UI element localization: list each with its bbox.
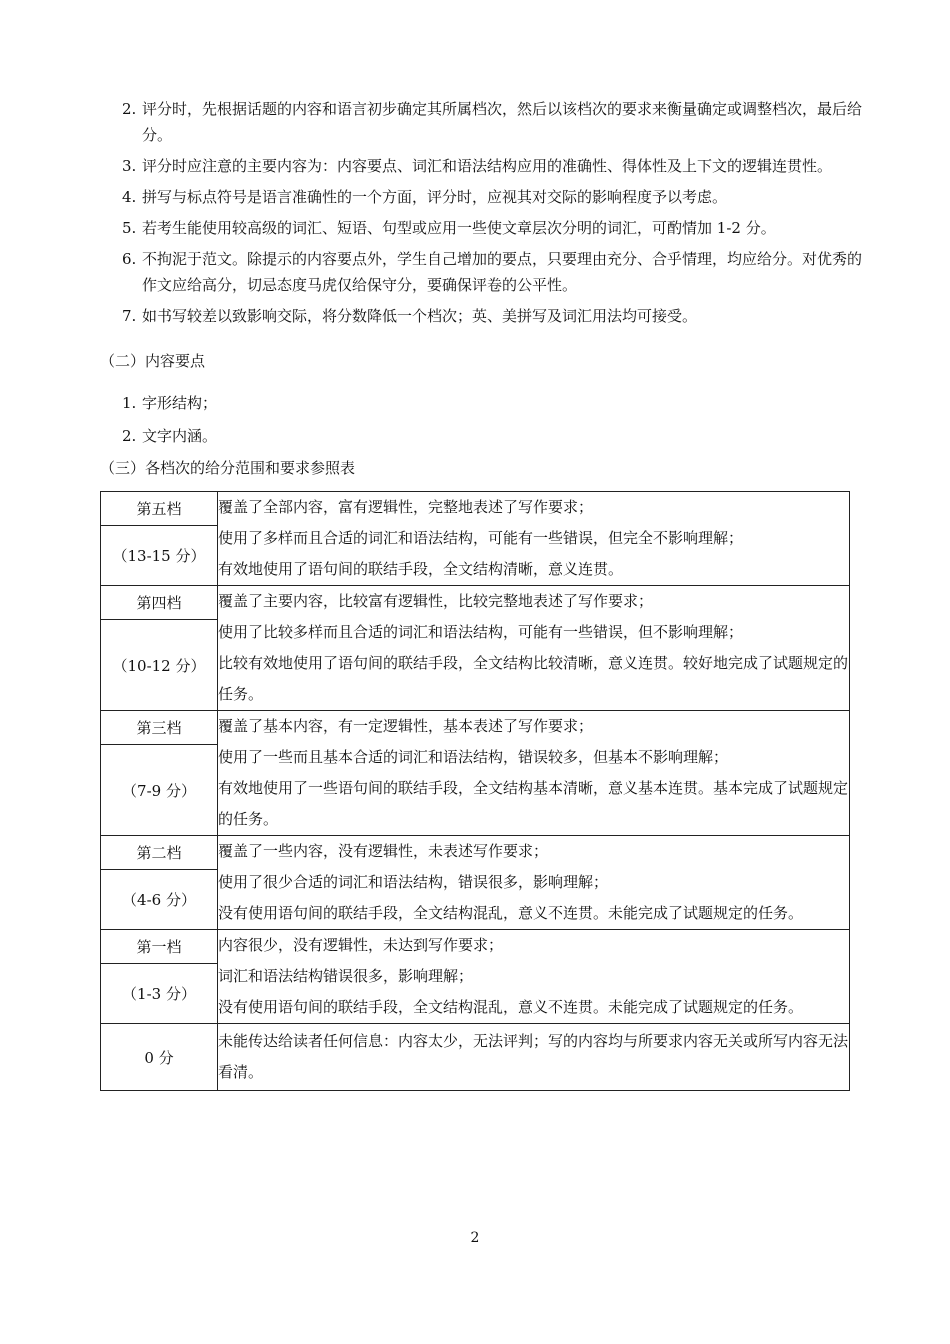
description-line: 没有使用语句间的联结手段，全文结构混乱，意义不连贯。未能完成了试题规定的任务。 bbox=[218, 998, 804, 1016]
level-score-range-cell: （10-12 分） bbox=[101, 620, 218, 711]
level-name-cell: 第二档 bbox=[101, 836, 218, 870]
description-line: 覆盖了一些内容，没有逻辑性，未表述写作要求； bbox=[218, 842, 549, 860]
level-score-range-cell: （4-6 分） bbox=[101, 870, 218, 930]
description-line: 使用了比较多样而且合适的词汇和语法结构，可能有一些错误，但不影响理解； bbox=[218, 623, 744, 641]
point-number: 1. bbox=[122, 394, 137, 412]
level-name-cell: 第一档 bbox=[101, 930, 218, 964]
content-point bbox=[122, 425, 217, 447]
level-name-cell: 第三档 bbox=[101, 711, 218, 745]
description-line: 覆盖了全部内容，富有逻辑性，完整地表述了写作要求； bbox=[218, 498, 594, 516]
rule-number: 2. bbox=[122, 100, 137, 118]
rule-number: 6. bbox=[122, 250, 137, 268]
description-line: 有效地使用了一些语句间的联结手段，全文结构基本清晰，意义基本连贯。基本完成了试题规定的任务。 bbox=[218, 779, 849, 828]
description-line: 使用了多样而且合适的词汇和语法结构，可能有一些错误，但完全不影响理解； bbox=[218, 529, 744, 547]
level-name-cell: 第四档 bbox=[101, 586, 218, 620]
rule-number: 5. bbox=[122, 219, 137, 237]
point-text: 字形结构； bbox=[142, 394, 218, 412]
level-description-cell bbox=[218, 930, 850, 1024]
level-name-cell: 0 分 bbox=[101, 1024, 218, 1091]
level-score-range-cell: （1-3 分） bbox=[101, 964, 218, 1024]
scoring-rules-list bbox=[122, 96, 862, 334]
rule-text: 若考生能使用较高级的词汇、短语、句型或应用一些使文章层次分明的词汇，可酌情加 1-2 分。 bbox=[142, 219, 776, 237]
description-line: 没有使用语句间的联结手段，全文结构混乱，意义不连贯。未能完成了试题规定的任务。 bbox=[218, 904, 804, 922]
rule-text: 评分时应注意的主要内容为：内容要点、词汇和语法结构应用的准确性、得体性及上下文的逻辑连贯性。 bbox=[142, 157, 833, 175]
rule-text: 不拘泥于范文。除提示的内容要点外，学生自己增加的要点，只要理由充分、合乎情理，均应给分。对优秀的作文应给高分，切忌态度马虎仅给保守分，要确保评卷的公平性。 bbox=[142, 250, 863, 294]
level-score-range-cell: （7-9 分） bbox=[101, 745, 218, 836]
rule-item bbox=[122, 246, 862, 298]
rule-number: 4. bbox=[122, 188, 137, 206]
point-text: 文字内涵。 bbox=[142, 427, 218, 445]
table-row bbox=[101, 930, 850, 964]
section-heading-grade-table: （三）各档次的给分范围和要求参照表 bbox=[100, 459, 356, 477]
description-line: 覆盖了基本内容，有一定逻辑性，基本表述了写作要求； bbox=[218, 717, 594, 735]
table-row bbox=[101, 492, 850, 526]
description-line: 内容很少，没有逻辑性，未达到写作要求； bbox=[218, 936, 504, 954]
rule-text: 如书写较差以致影响交际，将分数降低一个档次；英、美拼写及词汇用法均可接受。 bbox=[142, 307, 698, 325]
description-line: 有效地使用了语句间的联结手段，全文结构清晰，意义连贯。 bbox=[218, 560, 624, 578]
rule-number: 3. bbox=[122, 157, 137, 175]
level-description-cell: 未能传达给读者任何信息：内容太少，无法评判；写的内容均与所要求内容无关或所写内容无法看清。 bbox=[218, 1024, 850, 1091]
content-points-list bbox=[122, 392, 217, 458]
table-row bbox=[101, 1024, 850, 1091]
section-heading-content-points: （二）内容要点 bbox=[100, 352, 206, 370]
table-row bbox=[101, 586, 850, 620]
table-row bbox=[101, 711, 850, 745]
rule-item bbox=[122, 303, 862, 329]
rule-text: 拼写与标点符号是语言准确性的一个方面，评分时，应视其对交际的影响程度予以考虑。 bbox=[142, 188, 728, 206]
level-description-cell bbox=[218, 836, 850, 930]
level-score-range-cell: （13-15 分） bbox=[101, 526, 218, 586]
level-description-cell bbox=[218, 492, 850, 586]
description-line: 词汇和语法结构错误很多，影响理解； bbox=[218, 967, 474, 985]
description-line: 使用了一些而且基本合适的词汇和语法结构，错误较多，但基本不影响理解； bbox=[218, 748, 729, 766]
grade-reference-table bbox=[100, 491, 850, 1091]
content-point bbox=[122, 392, 217, 414]
rule-item bbox=[122, 96, 862, 148]
level-description-cell bbox=[218, 711, 850, 836]
rule-item bbox=[122, 215, 862, 241]
description-line: 覆盖了主要内容，比较富有逻辑性，比较完整地表述了写作要求； bbox=[218, 592, 654, 610]
page-number: 2 bbox=[470, 1230, 480, 1246]
rule-item bbox=[122, 153, 862, 179]
description-line: 比较有效地使用了语句间的联结手段，全文结构比较清晰，意义连贯。较好地完成了试题规定的任务。 bbox=[218, 654, 849, 703]
rule-item bbox=[122, 184, 862, 210]
level-description-cell bbox=[218, 586, 850, 711]
description-line: 使用了很少合适的词汇和语法结构，错误很多，影响理解； bbox=[218, 873, 609, 891]
rule-text: 评分时，先根据话题的内容和语言初步确定其所属档次，然后以该档次的要求来衡量确定或调整档次，最后给分。 bbox=[142, 100, 863, 144]
table-row bbox=[101, 836, 850, 870]
rule-number: 7. bbox=[122, 307, 137, 325]
level-name-cell: 第五档 bbox=[101, 492, 218, 526]
point-number: 2. bbox=[122, 427, 137, 445]
